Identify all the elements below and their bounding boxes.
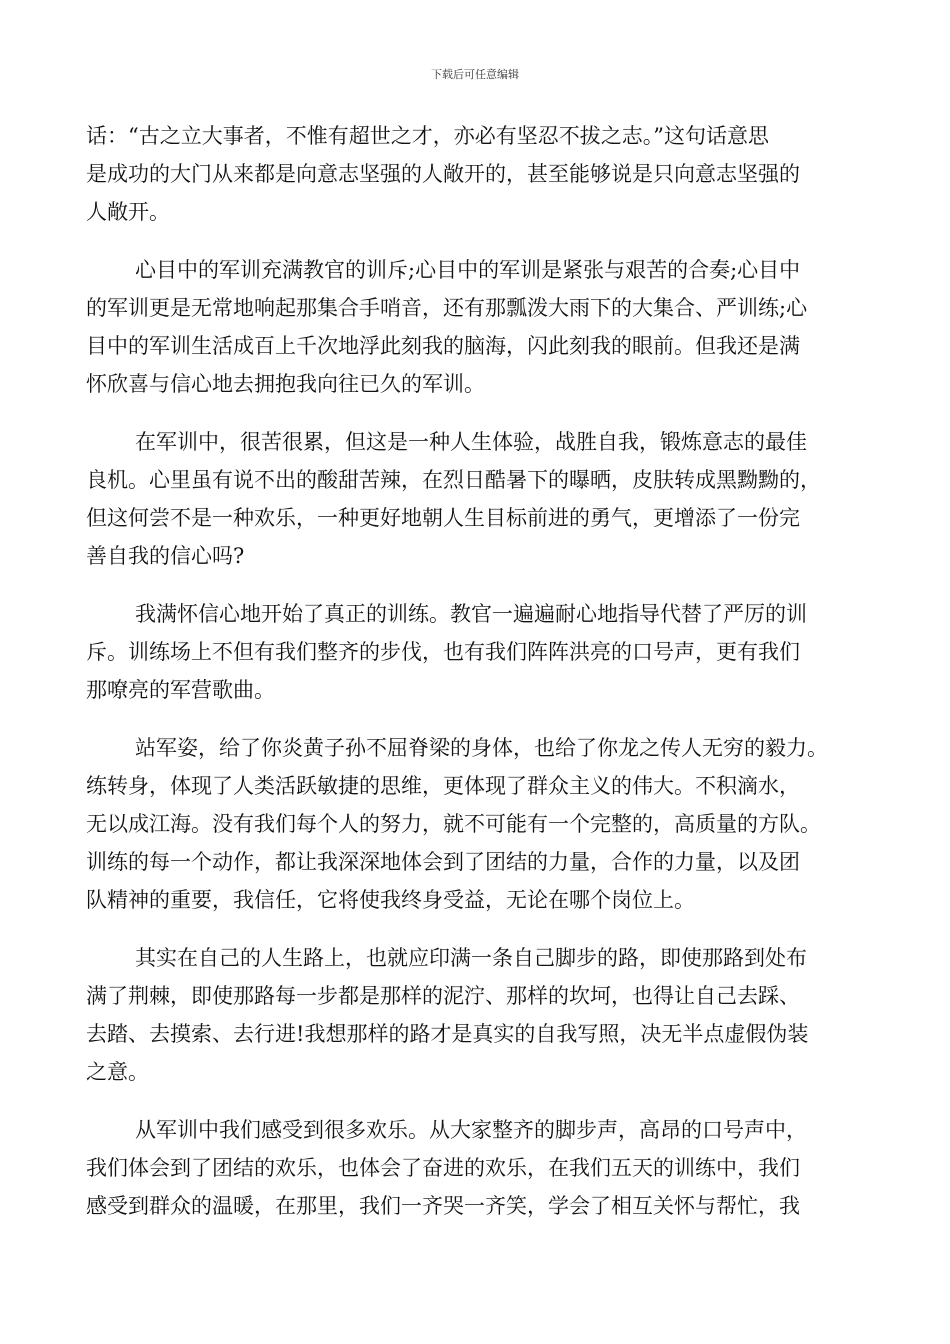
paragraph-7-line-3: 感受到群众的温暖，在那里，我们一齐哭一齐笑，学会了相互关怀与帮忙，我 <box>86 1194 800 1218</box>
paragraph-4-line-2: 斥。训练场上不但有我们整齐的步伐，也有我们阵阵洪亮的口号声，更有我们 <box>86 640 800 664</box>
paragraph-5-line-5: 队精神的重要，我信任，它将使我终身受益，无论在哪个岗位上。 <box>86 888 695 912</box>
paragraph-7-line-1: 从军训中我们感受到很多欢乐。从大家整齐的脚步声，高昂的口号声中， <box>135 1118 807 1142</box>
paragraph-6-line-2: 满了荆棘，即使那路每一步都是那样的泥泞、那样的坎坷，也得让自己去踩、 <box>86 984 800 1008</box>
paragraph-5-line-1: 站军姿，给了你炎黄子孙不屈脊梁的身体，也给了你龙之传人无穷的毅力。 <box>135 736 828 760</box>
paragraph-1-line-3: 人敞开。 <box>86 200 170 224</box>
paragraph-5-line-4: 训练的每一个动作，都让我深深地体会到了团结的力量，合作的力量，以及团 <box>86 850 800 874</box>
paragraph-5-line-2: 练转身，体现了人类活跃敏捷的思维，更体现了群众主义的伟大。不积滴水， <box>86 774 800 798</box>
paragraph-1-line-1: 话：“古之立大事者，不惟有超世之才，亦必有坚忍不拔之志。”这句话意思 <box>86 124 769 148</box>
paragraph-6-line-1: 其实在自己的人生路上，也就应印满一条自己脚步的路，即使那路到处布 <box>135 946 807 970</box>
paragraph-4-line-3: 那嘹亮的军营歌曲。 <box>86 678 275 702</box>
paragraph-6-line-3: 去踏、去摸索、去行进!我想那样的路才是真实的自我写照，决无半点虚假伪装 <box>86 1022 809 1046</box>
paragraph-2-line-2: 的军训更是无常地响起那集合手哨音，还有那瓢泼大雨下的大集合、严训练;心 <box>86 296 808 320</box>
paragraph-5-line-3: 无以成江海。没有我们每个人的努力，就不可能有一个完整的，高质量的方队。 <box>86 812 821 836</box>
paragraph-2-line-4: 怀欣喜与信心地去拥抱我向往已久的军训。 <box>86 372 485 396</box>
paragraph-6-line-4: 之意。 <box>86 1060 149 1084</box>
paragraph-7-line-2: 我们体会到了团结的欢乐，也体会了奋进的欢乐，在我们五天的训练中，我们 <box>86 1156 800 1180</box>
paragraph-2-line-1: 心目中的军训充满教官的训斥;心目中的军训是紧张与艰苦的合奏;心目中 <box>135 258 801 282</box>
paragraph-3-line-3: 但这何尝不是一种欢乐，一种更好地朝人生目标前进的勇气，更增添了一份完 <box>86 506 800 530</box>
page-header: 下载后可任意编辑 <box>431 68 519 81</box>
paragraph-3-line-1: 在军训中，很苦很累，但这是一种人生体验，战胜自我，锻炼意志的最佳 <box>135 430 807 454</box>
paragraph-1-line-2: 是成功的大门从来都是向意志坚强的人敞开的，甚至能够说是只向意志坚强的 <box>86 162 800 186</box>
paragraph-2-line-3: 目中的军训生活成百上千次地浮此刻我的脑海，闪此刻我的眼前。但我还是满 <box>86 334 800 358</box>
paragraph-4-line-1: 我满怀信心地开始了真正的训练。教官一遍遍耐心地指导代替了严厉的训 <box>135 602 807 626</box>
paragraph-3-line-4: 善自我的信心吗? <box>86 544 245 568</box>
paragraph-3-line-2: 良机。心里虽有说不出的酸甜苦辣，在烈日酷暑下的曝晒，皮肤转成黑黝黝的， <box>86 468 821 492</box>
